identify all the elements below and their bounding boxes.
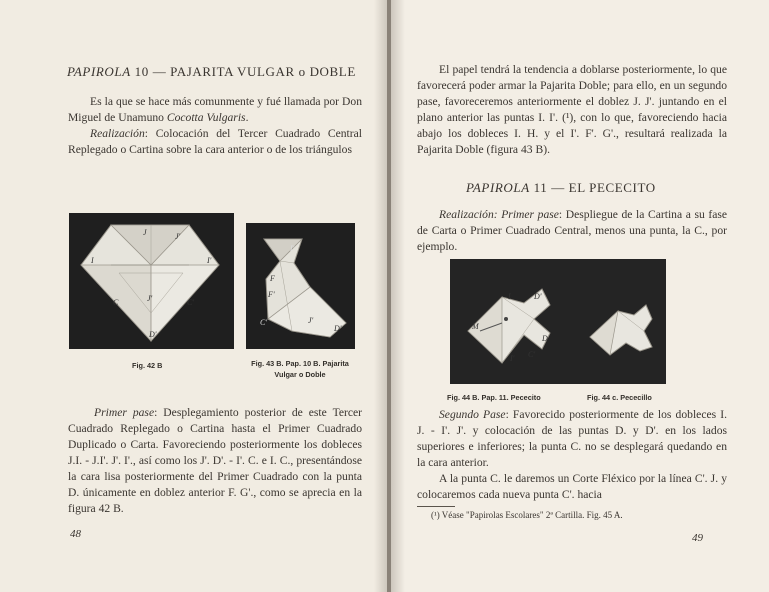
footnote: (¹) Véase "Papirolas Escolares" 2ª Cartilla. Fig. 45 A.: [431, 510, 623, 520]
title-prefix: PAPIROLA: [466, 180, 530, 195]
right-page: [391, 0, 769, 592]
caption-fig-43b-line2: Vulgar o Doble: [274, 370, 326, 379]
fig43-label-f-prime: F': [268, 290, 275, 299]
fig44-label-m: M: [472, 322, 479, 331]
realizacion-text-right: : Despliegue de la Cartina a su fase de Carta o Primer Cuadrado Central, menos una punta, la C., por ejemplo.: [417, 208, 728, 253]
fig43-label-d-prime: D': [334, 324, 342, 333]
left-chapter-title: [67, 64, 356, 80]
caption-fig-43b: [232, 358, 368, 380]
fig43-label-i-prime: I': [290, 244, 295, 253]
primer-pase-text: : Desplegamiento posterior de este Tercer Cuadrado Replegado o Cartina hasta el Primer Cuadrado Duplicado o Carta. Favoreciendo posteriormente los dobleces J.I. - J.I'. J'. I'., así como los J'. D'. - I'. C. e I. C., presentándose la cara lisa posteriormente del Primer Cuadrado con la punta D. únicamente en doblez anterior F. G'., como se aprecia en la figura 42 B.: [68, 406, 363, 515]
realizacion-paragraph-right: Realización: Primer pase: Despliegue de la Cartina a su fase de Carta o Primer Cuadrado Central, menos una punta, la C., por ejemplo.: [417, 208, 728, 253]
segundo-pase-paragraph: [417, 407, 727, 471]
right-page-number: 49: [692, 532, 703, 544]
title-rest: 10 — PAJARITA VULGAR o DOBLE: [134, 64, 356, 79]
primer-pase-label: Primer pase: [94, 406, 155, 419]
intro-text: Es la que se hace más comunmente y fué llamada por Don Miguel de Unamuno: [68, 95, 362, 124]
fig42-label-c-prime: C': [187, 298, 195, 307]
fig44-label-i: I: [508, 292, 511, 301]
figure-43b-photo: [246, 223, 355, 349]
figure-44-photo: [450, 259, 666, 384]
fig43-label-f: F: [270, 274, 275, 283]
fig43-label-c-prime: C': [260, 318, 268, 327]
right-gutter-shadow: [391, 0, 405, 592]
realizacion-text: : Colocación del Tercer Cuadrado Central Replegado o Cartina sobre la cara anterior o de los triángulos: [68, 127, 362, 156]
fig44-label-d-prime: D': [534, 292, 542, 301]
fig42-label-c: C: [113, 298, 119, 307]
segundo-pase-text: : Favorecido posteriormente de los dobleces I. J. - I'. J'. y colocación de las puntas D. y D'. en los lados superiores e inferiores; la punta C. no se desplegará quedando en la cara anterior.: [417, 408, 727, 469]
continuation-paragraph: El papel tendrá la tendencia a doblarse posteriormente, lo que favorecerá poder armar la Pajarita Doble; para ello, en un segundo pase, favoreceremos anteriormente el doblez J. J'. juntando en el plano anterior las puntas I. I'. (¹), con lo que, favoreciendo hacia abajo los dobleces I. H. y el I'. F'. G'., resultará realizada la Pajarita Doble (figura 43 B).: [417, 63, 727, 156]
fig42-label-i-prime: I': [207, 256, 212, 265]
realizacion-label: Realización: [90, 127, 145, 140]
fig44-label-c-prime: C': [528, 350, 536, 359]
caption-fig-44b: Fig. 44 B. Pap. 11. Pececito: [447, 393, 541, 402]
primer-pase-label-right: Primer pase: [501, 208, 559, 221]
corte-paragraph: A la punta C. le daremos un Corte Fléxico por la línea C'. J. y colocaremos cada nueva punta C'. hacia: [417, 472, 727, 501]
title-rest: 11 — EL PECECITO: [533, 180, 656, 195]
fig42-label-j-lower: J': [147, 294, 153, 303]
realizacion-label-right: Realización: [439, 208, 494, 221]
fig44-label-d: D: [542, 334, 548, 343]
caption-fig-43b-line1: Fig. 43 B. Pap. 10 B. Pajarita: [251, 359, 349, 368]
fig42-label-j: J: [143, 228, 147, 237]
caption-fig-44c: Fig. 44 c. Pececillo: [587, 393, 652, 402]
fig42-label-i: I: [91, 256, 94, 265]
figure-42b-photo: [69, 213, 234, 349]
realizacion-paragraph: [68, 126, 362, 158]
left-gutter-shadow: [374, 0, 388, 592]
left-page-number: 48: [70, 528, 81, 540]
footnote-rule: [417, 506, 455, 507]
segundo-pase-label: Segundo Pase: [439, 408, 506, 421]
fig42-label-j-prime: J': [175, 232, 181, 241]
intro-end: .: [245, 111, 249, 124]
intro-paragraph: [68, 94, 362, 126]
caption-fig-42b: Fig. 42 B: [132, 361, 163, 370]
fig43-label-j-prime: J': [308, 316, 314, 325]
right-chapter-title: [466, 180, 656, 196]
fig42-label-d-prime: D': [149, 330, 157, 339]
title-prefix: PAPIROLA: [67, 64, 131, 79]
fig44-label-i-prime: I': [510, 354, 515, 363]
primer-pase-paragraph: [68, 405, 362, 517]
intro-italic: Cocotta Vulgaris: [166, 111, 246, 124]
